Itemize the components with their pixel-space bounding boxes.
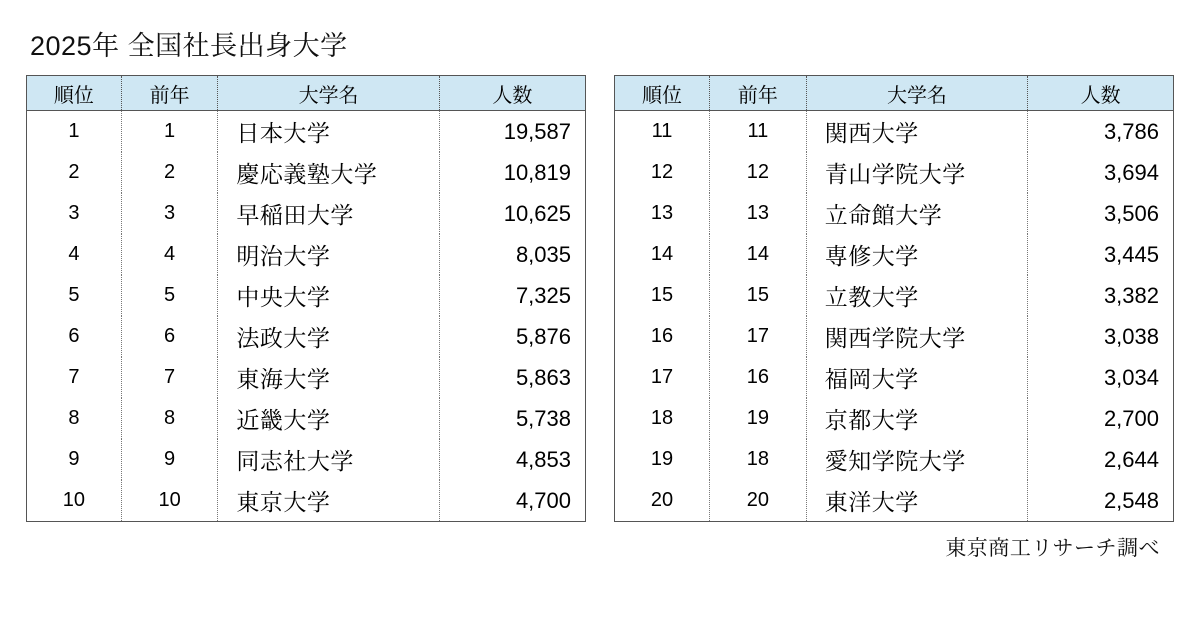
table-row (615, 234, 1174, 275)
cell-prev: 1 (121, 111, 218, 153)
cell-count: 2,644 (1028, 439, 1174, 480)
cell-count: 3,506 (1028, 193, 1174, 234)
cell-count: 2,548 (1028, 480, 1174, 522)
cell-rank: 13 (615, 193, 710, 234)
cell-count: 7,325 (439, 275, 585, 316)
cell-count: 3,038 (1028, 316, 1174, 357)
cell-rank: 8 (27, 398, 122, 439)
cell-prev: 19 (709, 398, 806, 439)
table-row (27, 439, 586, 480)
cell-rank: 14 (615, 234, 710, 275)
cell-rank: 20 (615, 480, 710, 522)
table-row (615, 357, 1174, 398)
cell-university: 東海大学 (218, 357, 439, 398)
table-row (27, 111, 586, 153)
table-row (615, 193, 1174, 234)
table-row (27, 357, 586, 398)
cell-count: 4,853 (439, 439, 585, 480)
cell-count: 5,738 (439, 398, 585, 439)
cell-prev: 6 (121, 316, 218, 357)
cell-count: 10,819 (439, 152, 585, 193)
column-header-prev: 前年 (709, 76, 806, 111)
cell-prev: 2 (121, 152, 218, 193)
cell-prev: 15 (709, 275, 806, 316)
column-header-prev: 前年 (121, 76, 218, 111)
cell-rank: 1 (27, 111, 122, 153)
cell-university: 明治大学 (218, 234, 439, 275)
table-row (27, 152, 586, 193)
cell-university: 京都大学 (806, 398, 1028, 439)
cell-count: 3,382 (1028, 275, 1174, 316)
cell-prev: 9 (121, 439, 218, 480)
cell-rank: 7 (27, 357, 122, 398)
cell-prev: 3 (121, 193, 218, 234)
table-body-left (27, 111, 586, 522)
cell-university: 立命館大学 (806, 193, 1028, 234)
cell-count: 2,700 (1028, 398, 1174, 439)
column-header-count: 人数 (1028, 76, 1174, 111)
cell-prev: 8 (121, 398, 218, 439)
cell-prev: 17 (709, 316, 806, 357)
cell-rank: 12 (615, 152, 710, 193)
table-row (615, 480, 1174, 522)
cell-rank: 17 (615, 357, 710, 398)
cell-rank: 10 (27, 480, 122, 522)
cell-count: 8,035 (439, 234, 585, 275)
column-header-name: 大学名 (806, 76, 1028, 111)
cell-university: 東京大学 (218, 480, 439, 522)
cell-university: 日本大学 (218, 111, 439, 153)
cell-prev: 14 (709, 234, 806, 275)
column-header-rank: 順位 (615, 76, 710, 111)
cell-prev: 11 (709, 111, 806, 153)
cell-university: 同志社大学 (218, 439, 439, 480)
cell-rank: 9 (27, 439, 122, 480)
column-header-rank: 順位 (27, 76, 122, 111)
cell-rank: 19 (615, 439, 710, 480)
cell-rank: 11 (615, 111, 710, 153)
ranking-table-left (26, 75, 586, 522)
cell-count: 4,700 (439, 480, 585, 522)
cell-rank: 2 (27, 152, 122, 193)
table-row (615, 439, 1174, 480)
table-row (27, 398, 586, 439)
cell-university: 関西学院大学 (806, 316, 1028, 357)
table-row (27, 275, 586, 316)
cell-rank: 3 (27, 193, 122, 234)
table-row (615, 275, 1174, 316)
cell-prev: 18 (709, 439, 806, 480)
cell-count: 3,034 (1028, 357, 1174, 398)
table-body-right (615, 111, 1174, 522)
cell-rank: 6 (27, 316, 122, 357)
ranking-table-right (614, 75, 1174, 522)
cell-rank: 16 (615, 316, 710, 357)
cell-rank: 18 (615, 398, 710, 439)
cell-prev: 16 (709, 357, 806, 398)
cell-university: 愛知学院大学 (806, 439, 1028, 480)
cell-count: 3,694 (1028, 152, 1174, 193)
table-row (615, 398, 1174, 439)
cell-prev: 12 (709, 152, 806, 193)
cell-count: 19,587 (439, 111, 585, 153)
table-row (27, 234, 586, 275)
column-header-name: 大学名 (218, 76, 439, 111)
table-row (615, 152, 1174, 193)
page-title: 2025年 全国社長出身大学 (30, 31, 348, 61)
tables-container (26, 75, 1174, 522)
cell-count: 3,445 (1028, 234, 1174, 275)
cell-prev: 13 (709, 193, 806, 234)
cell-rank: 5 (27, 275, 122, 316)
table-row (27, 480, 586, 522)
cell-university: 関西大学 (806, 111, 1028, 153)
cell-university: 青山学院大学 (806, 152, 1028, 193)
cell-university: 東洋大学 (806, 480, 1028, 522)
cell-count: 3,786 (1028, 111, 1174, 153)
cell-university: 慶応義塾大学 (218, 152, 439, 193)
table-row (27, 193, 586, 234)
source-credit: 東京商工リサーチ調べ (945, 537, 1160, 560)
cell-university: 近畿大学 (218, 398, 439, 439)
cell-prev: 4 (121, 234, 218, 275)
cell-prev: 7 (121, 357, 218, 398)
cell-count: 5,863 (439, 357, 585, 398)
cell-university: 法政大学 (218, 316, 439, 357)
table-row (27, 316, 586, 357)
cell-prev: 5 (121, 275, 218, 316)
cell-prev: 20 (709, 480, 806, 522)
cell-rank: 4 (27, 234, 122, 275)
cell-university: 専修大学 (806, 234, 1028, 275)
cell-university: 早稲田大学 (218, 193, 439, 234)
table-header-row (615, 76, 1174, 111)
cell-count: 5,876 (439, 316, 585, 357)
cell-prev: 10 (121, 480, 218, 522)
cell-university: 福岡大学 (806, 357, 1028, 398)
cell-university: 中央大学 (218, 275, 439, 316)
table-row (615, 111, 1174, 153)
cell-university: 立教大学 (806, 275, 1028, 316)
cell-rank: 15 (615, 275, 710, 316)
column-header-count: 人数 (439, 76, 585, 111)
table-row (615, 316, 1174, 357)
table-header-row (27, 76, 586, 111)
cell-count: 10,625 (439, 193, 585, 234)
